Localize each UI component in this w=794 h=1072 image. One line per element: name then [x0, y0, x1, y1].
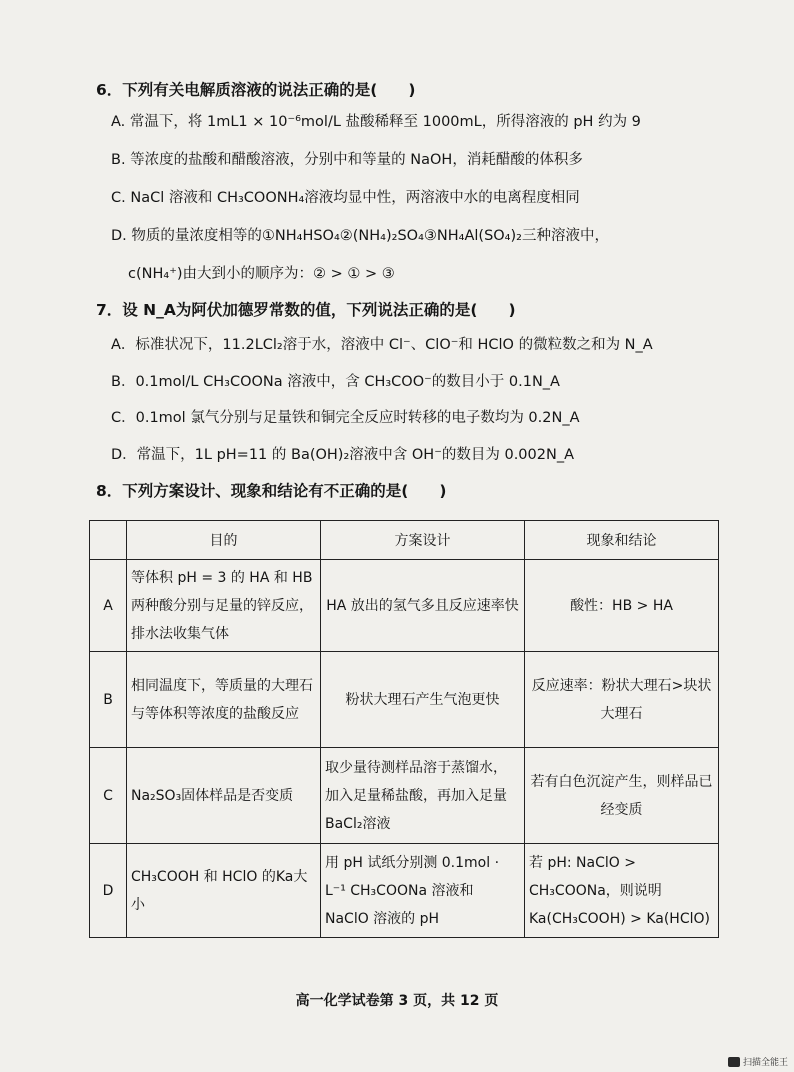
question-6-option-b: B. 等浓度的盐酸和醋酸溶液，分别中和等量的 NaOH，消耗醋酸的体积多: [111, 152, 583, 168]
header-plan: 方案设计: [321, 521, 525, 560]
row-label: A: [90, 560, 127, 652]
row-label: B: [90, 652, 127, 748]
scanner-logo-icon: [728, 1057, 740, 1067]
row-result: 若 pH: NaClO > CH₃COONa，则说明 Ka(CH₃COOH) > Ka(HClO): [525, 844, 719, 938]
row-goal: 等体积 pH = 3 的 HA 和 HB 两种酸分别与足量的锌反应，排水法收集气体: [127, 560, 321, 652]
row-goal: Na₂SO₃固体样品是否变质: [127, 748, 321, 844]
table-header-row: [90, 521, 719, 560]
row-label: C: [90, 748, 127, 844]
question-7-option-c: C．0.1mol 氯气分别与足量铁和铜完全反应时转移的电子数均为 0.2N_A: [111, 410, 580, 426]
page-footer: 高一化学试卷第 3 页，共 12 页: [295, 993, 499, 1009]
question-6-option-a: A. 常温下，将 1mL1 × 10⁻⁶mol/L 盐酸稀释至 1000mL，所得溶液的 pH 约为 9: [111, 114, 641, 130]
table-row: [90, 748, 719, 844]
row-result: 反应速率：粉状大理石>块状大理石: [525, 652, 719, 748]
question-8-table: [89, 520, 719, 938]
question-6-option-d-line1: D. 物质的量浓度相等的①NH₄HSO₄②(NH₄)₂SO₄③NH₄Al(SO₄)₂三种溶液中，: [111, 228, 609, 244]
table-row: [90, 844, 719, 938]
row-plan: HA 放出的氢气多且反应速率快: [321, 560, 525, 652]
question-6-option-c: C. NaCl 溶液和 CH₃COONH₄溶液均显中性，两溶液中水的电离程度相同: [111, 190, 580, 206]
header-result: 现象和结论: [525, 521, 719, 560]
question-7-option-b: B．0.1mol/L CH₃COONa 溶液中，含 CH₃COO⁻的数目小于 0.1N_A: [111, 374, 560, 390]
row-result: 若有白色沉淀产生，则样品已经变质: [525, 748, 719, 844]
row-goal: 相同温度下，等质量的大理石与等体积等浓度的盐酸反应: [127, 652, 321, 748]
row-plan: 粉状大理石产生气泡更快: [321, 652, 525, 748]
header-goal: 目的: [127, 521, 321, 560]
table-row: [90, 652, 719, 748]
question-6-option-d-line2: c(NH₄⁺)由大到小的顺序为：② > ① > ③: [128, 266, 395, 282]
table-row: [90, 560, 719, 652]
question-7-option-a: A．标准状况下，11.2LCl₂溶于水，溶液中 Cl⁻、ClO⁻和 HClO 的微粒数之和为 N_A: [111, 337, 653, 353]
row-plan: 用 pH 试纸分别测 0.1mol · L⁻¹ CH₃COONa 溶液和 NaClO 溶液的 pH: [321, 844, 525, 938]
row-plan: 取少量待测样品溶于蒸馏水，加入足量稀盐酸，再加入足量BaCl₂溶液: [321, 748, 525, 844]
question-6-stem: 6．下列有关电解质溶液的说法正确的是( ): [96, 81, 416, 99]
scanner-watermark: [728, 1055, 788, 1068]
watermark-text: 扫描全能王: [742, 1058, 788, 1068]
question-7-stem: 7．设 N_A为阿伏加德罗常数的值，下列说法正确的是( ): [96, 301, 516, 319]
question-8-stem: 8．下列方案设计、现象和结论有不正确的是( ): [96, 482, 447, 500]
question-7-option-d: D．常温下，1L pH=11 的 Ba(OH)₂溶液中含 OH⁻的数目为 0.002N_A: [111, 447, 574, 463]
row-result: 酸性：HB > HA: [525, 560, 719, 652]
row-goal: CH₃COOH 和 HClO 的Ka大小: [127, 844, 321, 938]
header-empty: [90, 521, 127, 560]
row-label: D: [90, 844, 127, 938]
